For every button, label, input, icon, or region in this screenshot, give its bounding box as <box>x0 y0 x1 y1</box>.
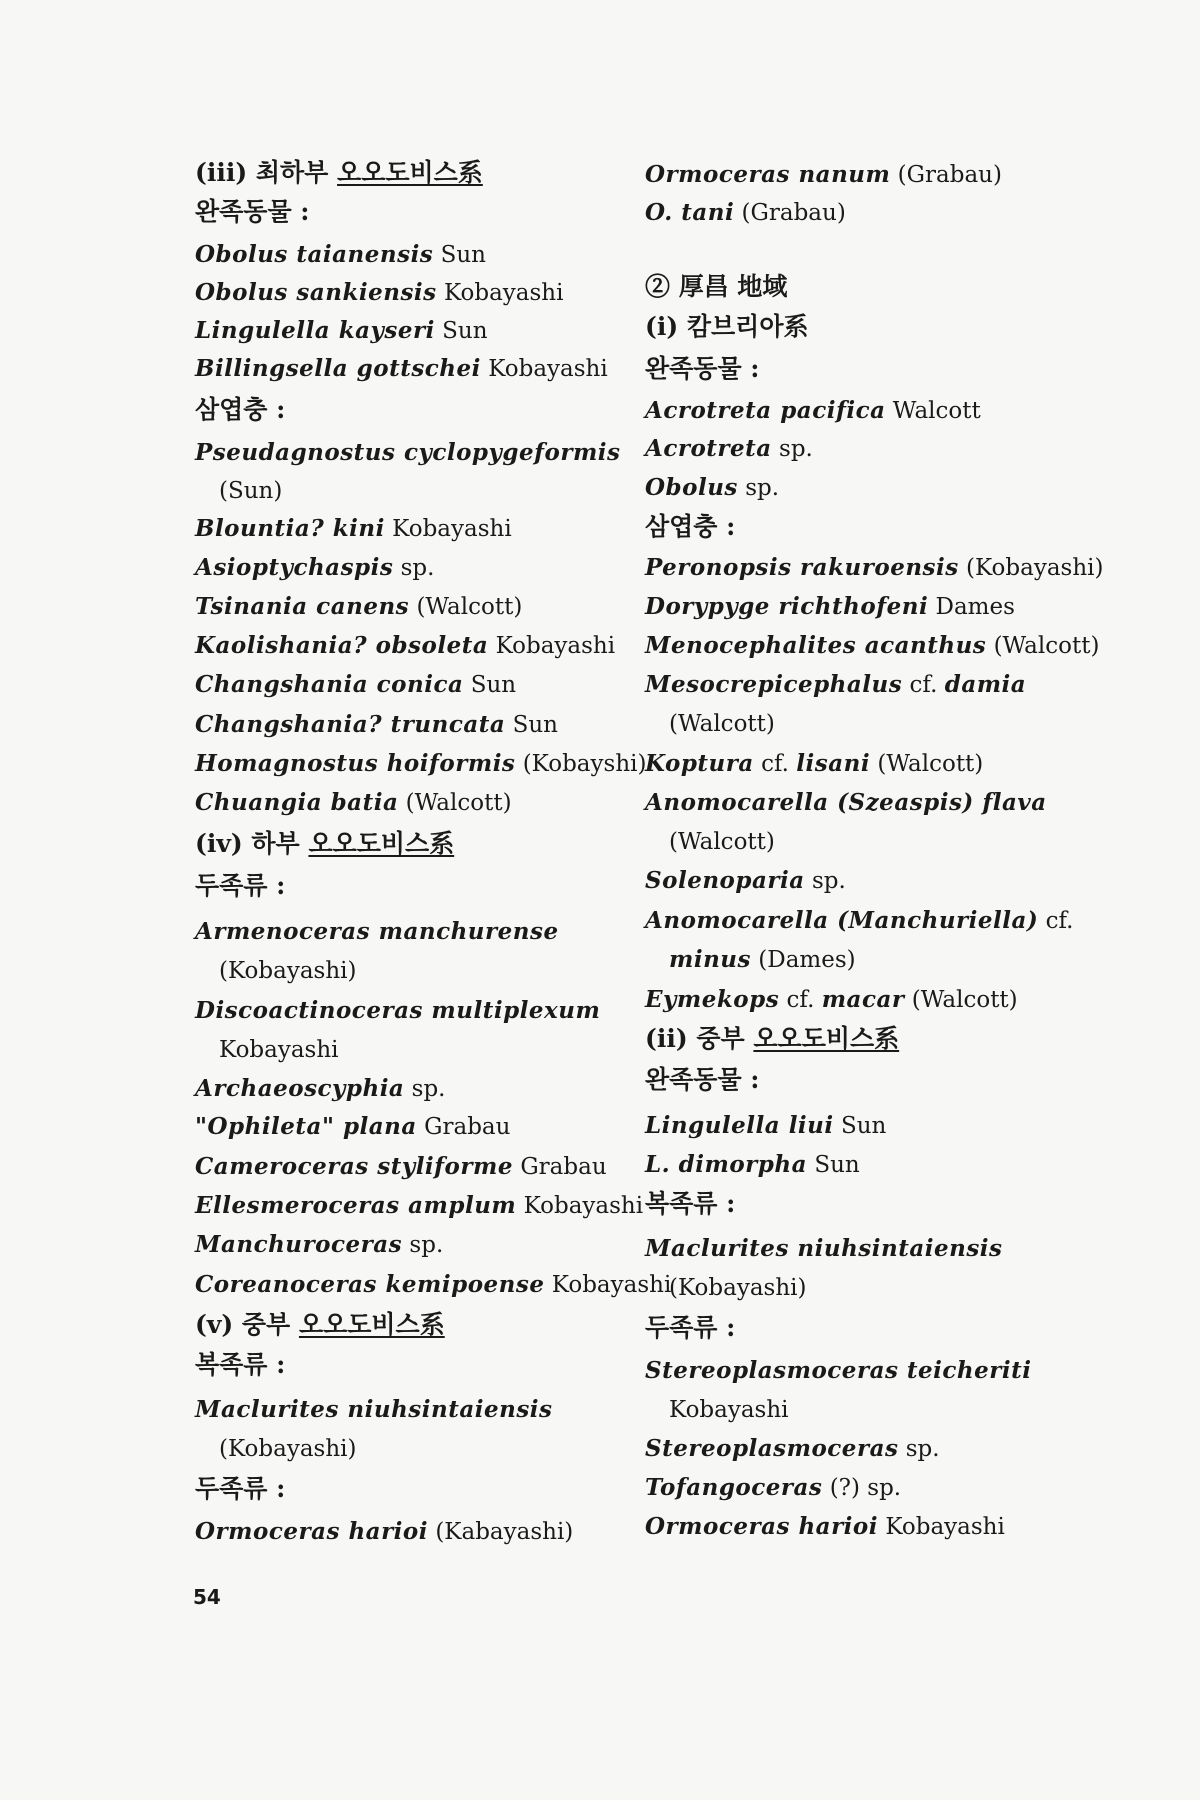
section-number: (v) <box>195 1310 234 1339</box>
section-heading-ii <box>645 1024 899 1054</box>
species-entry: Tofangoceras (?) sp. <box>645 1474 902 1501</box>
species-author: (Kobayashi) <box>669 1275 807 1301</box>
species-entry: Lingulella kayseri Sun <box>195 317 488 344</box>
page-number: 54 <box>193 1585 221 1609</box>
section-heading-v <box>195 1310 445 1340</box>
section-system: 오오도비스系 <box>337 158 483 187</box>
category-label: 삼엽충 : <box>195 395 286 424</box>
section-number: (iii) <box>195 158 248 187</box>
species-entry: Obolus sp. <box>645 474 780 501</box>
section-heading-iv <box>195 829 454 859</box>
category-label: 삼엽충 : <box>645 512 736 541</box>
species-author: Kobayashi <box>219 1037 339 1063</box>
category-label: 복족류 : <box>645 1189 736 1218</box>
category-label: 완족동물 : <box>645 1065 760 1094</box>
region-heading: ② 厚昌 地域 <box>645 272 788 301</box>
species-entry: Stereoplasmoceras teicheriti <box>645 1357 1032 1384</box>
section-heading-iii <box>195 158 483 188</box>
category-label: 두족류 : <box>195 871 286 900</box>
species-author: (Walcott) <box>669 711 775 737</box>
species-entry: Menocephalites acanthus (Walcott) <box>645 632 1100 659</box>
section-heading-i <box>645 312 808 342</box>
species-entry: Tsinania canens (Walcott) <box>195 593 523 620</box>
species-entry: Koptura cf. lisani (Walcott) <box>645 750 984 777</box>
species-entry: Peronopsis rakuroensis (Kobayashi) <box>645 554 1104 581</box>
species-entry: Manchuroceras sp. <box>195 1231 444 1258</box>
species-entry: Acrotreta pacifica Walcott <box>645 397 981 424</box>
species-entry: Armenoceras manchurense <box>195 918 559 945</box>
species-entry: Archaeoscyphia sp. <box>195 1075 446 1102</box>
species-author: (Kobayashi) <box>219 1436 357 1462</box>
species-entry: Homagnostus hoiformis (Kobayshi) <box>195 750 647 777</box>
section-number: (iv) <box>195 829 243 858</box>
section-system: 오오도비스系 <box>308 829 455 858</box>
species-entry: Maclurites niuhsintaiensis <box>645 1235 1003 1262</box>
category-label: 복족류 : <box>195 1350 286 1379</box>
species-entry: Cameroceras styliforme Grabau <box>195 1153 607 1180</box>
species-entry: Anomocarella (Szeaspis) flava <box>645 789 1047 816</box>
species-entry: Ormoceras harioi (Kabayashi) <box>195 1518 574 1545</box>
species-entry: Obolus taianensis Sun <box>195 241 486 268</box>
species-entry: Lingulella liui Sun <box>645 1112 887 1139</box>
species-entry: Pseudagnostus cyclopygeformis <box>195 439 621 466</box>
category-label: 완족동물 : <box>645 354 760 383</box>
species-entry: Maclurites niuhsintaiensis <box>195 1396 553 1423</box>
species-entry: Dorypyge richthofeni Dames <box>645 593 1015 620</box>
species-entry: Mesocrepicephalus cf. damia <box>645 671 1027 698</box>
category-label: 두족류 : <box>195 1474 286 1503</box>
section-word: 하부 <box>251 829 300 858</box>
species-entry: Asioptychaspis sp. <box>195 554 435 581</box>
section-word: 중부 <box>696 1024 745 1053</box>
species-entry-cont: minus (Dames) <box>669 946 856 973</box>
section-word: 최하부 <box>255 158 329 187</box>
species-entry: Billingsella gottschei Kobayashi <box>195 355 608 382</box>
species-author: Kobayashi <box>669 1397 789 1423</box>
species-entry: Ormoceras harioi Kobayashi <box>645 1513 1005 1540</box>
species-entry: Stereoplasmoceras sp. <box>645 1435 940 1462</box>
section-system: 캄브리아系 <box>686 312 809 341</box>
species-entry: "Ophileta" plana Grabau <box>195 1113 511 1140</box>
species-entry: O. tani (Grabau) <box>645 199 846 226</box>
section-system: 오오도비스系 <box>753 1024 900 1053</box>
section-system: 오오도비스系 <box>298 1310 445 1339</box>
species-entry: Coreanoceras kemipoense Kobayashi <box>195 1271 672 1298</box>
section-number: (i) <box>645 312 679 341</box>
species-entry: Discoactinoceras multiplexum <box>195 997 601 1024</box>
species-entry: Anomocarella (Manchuriella) cf. <box>645 907 1074 934</box>
species-entry: Eymekops cf. macar (Walcott) <box>645 986 1018 1013</box>
species-entry: Obolus sankiensis Kobayashi <box>195 279 564 306</box>
species-entry: Acrotreta sp. <box>645 435 813 462</box>
species-entry: L. dimorpha Sun <box>645 1151 860 1178</box>
species-entry: Solenoparia sp. <box>645 867 846 894</box>
category-label: 완족동물 : <box>195 197 310 226</box>
species-entry: Blountia? kini Kobayashi <box>195 515 512 542</box>
species-author: (Walcott) <box>669 829 775 855</box>
species-author: (Sun) <box>219 478 283 504</box>
section-number: (ii) <box>645 1024 688 1053</box>
species-entry: Ormoceras nanum (Grabau) <box>645 161 1002 188</box>
species-entry: Changshania? truncata Sun <box>195 711 558 738</box>
species-entry: Kaolishania? obsoleta Kobayashi <box>195 632 616 659</box>
category-label: 두족류 : <box>645 1313 736 1342</box>
species-entry: Ellesmeroceras amplum Kobayashi <box>195 1192 644 1219</box>
species-entry: Chuangia batia (Walcott) <box>195 789 512 816</box>
species-entry: Changshania conica Sun <box>195 671 517 698</box>
species-author: (Kobayashi) <box>219 958 357 984</box>
section-word: 중부 <box>241 1310 291 1339</box>
